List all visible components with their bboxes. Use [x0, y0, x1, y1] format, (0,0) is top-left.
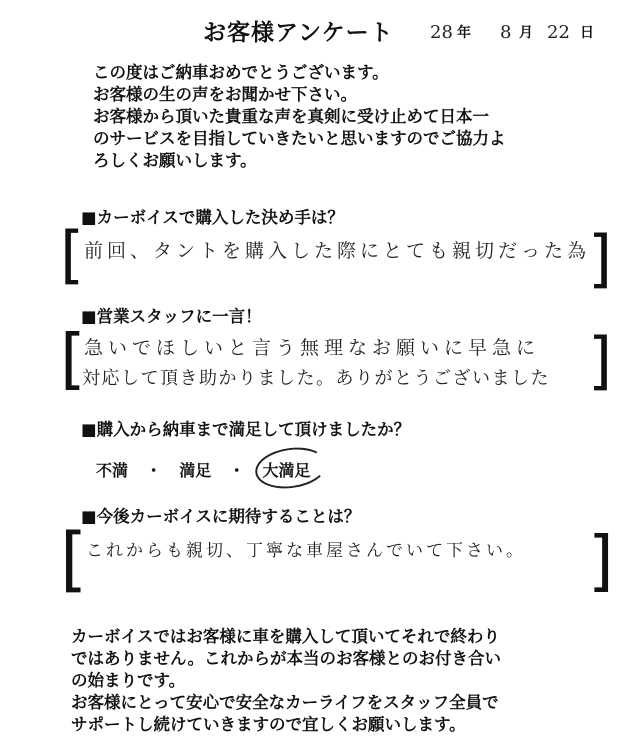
- intro-line: お客様から頂いた貴重な声を真剣に受け止めて日本一: [93, 107, 489, 126]
- question-2-heading: ■営業スタッフに一言！: [81, 307, 262, 326]
- footer-line: ではありません。これからが本当のお客様とのお付き合い: [71, 649, 501, 668]
- date-year-value: 28: [430, 22, 453, 43]
- left-bracket: [: [60, 518, 88, 600]
- option-very-satisfied: 大満足: [262, 461, 311, 480]
- date-year-unit: 年: [457, 25, 471, 41]
- date-day-unit: 日: [580, 25, 594, 41]
- date-year: [430, 22, 453, 43]
- intro-paragraph: [93, 62, 613, 172]
- right-bracket: ]: [588, 222, 613, 295]
- page-title: お客様アンケート: [203, 20, 394, 46]
- right-bracket: ]: [588, 324, 613, 397]
- answer-4: これからも親切、丁寧な車屋さんでいて下さい。: [86, 541, 526, 561]
- question-1-heading: ■カーボイスで購入した決め手は？: [81, 208, 344, 227]
- footer-line: カーボイスではお客様に車を購入して頂いてそれで終わり: [71, 627, 500, 646]
- answer-2-line-2: 対応して頂き助かりました。ありがとうございました: [82, 368, 550, 389]
- date-day: [547, 22, 570, 43]
- date-month-value: 8: [500, 22, 512, 43]
- footer-line: お客様にとって安心で安全なカーライフをスタッフ全員で: [71, 693, 499, 712]
- selected-option-circle: [253, 443, 330, 493]
- closing-message: [71, 626, 611, 736]
- right-bracket: ]: [588, 522, 614, 599]
- intro-line: のサービスを目指していきたいと思いますのでご協力よ: [93, 129, 506, 148]
- date-month: [500, 22, 511, 43]
- question-4-heading: ■今後カーボイスに期待することは？: [81, 507, 361, 526]
- left-bracket: [: [60, 320, 86, 397]
- intro-line: この度はご納車おめでとうございます。: [93, 63, 389, 82]
- answer-1: 前回、タントを購入した際にとても親切だった為: [84, 240, 591, 262]
- left-bracket: [: [60, 218, 85, 291]
- intro-line: ろしくお願いします。: [93, 151, 257, 170]
- date-day-value: 22: [547, 22, 570, 43]
- question-3-heading: ■購入から納車まで満足して頂けましたか？: [81, 420, 411, 439]
- option-dissatisfied: 不満: [96, 461, 129, 480]
- option-separator: ・: [228, 461, 245, 480]
- footer-line: サポートし続けていきますので宜しくお願いします。: [71, 715, 466, 734]
- option-satisfied: 満足: [179, 461, 212, 480]
- intro-line: お客様の生の声をお聞かせ下さい。: [93, 85, 357, 104]
- footer-line: の始まりです。: [71, 671, 186, 690]
- date-month-unit: 月: [519, 25, 533, 41]
- answer-2-line-1: 急いでほしいと言う無理なお願いに早急に: [84, 337, 541, 359]
- option-separator: ・: [145, 461, 162, 480]
